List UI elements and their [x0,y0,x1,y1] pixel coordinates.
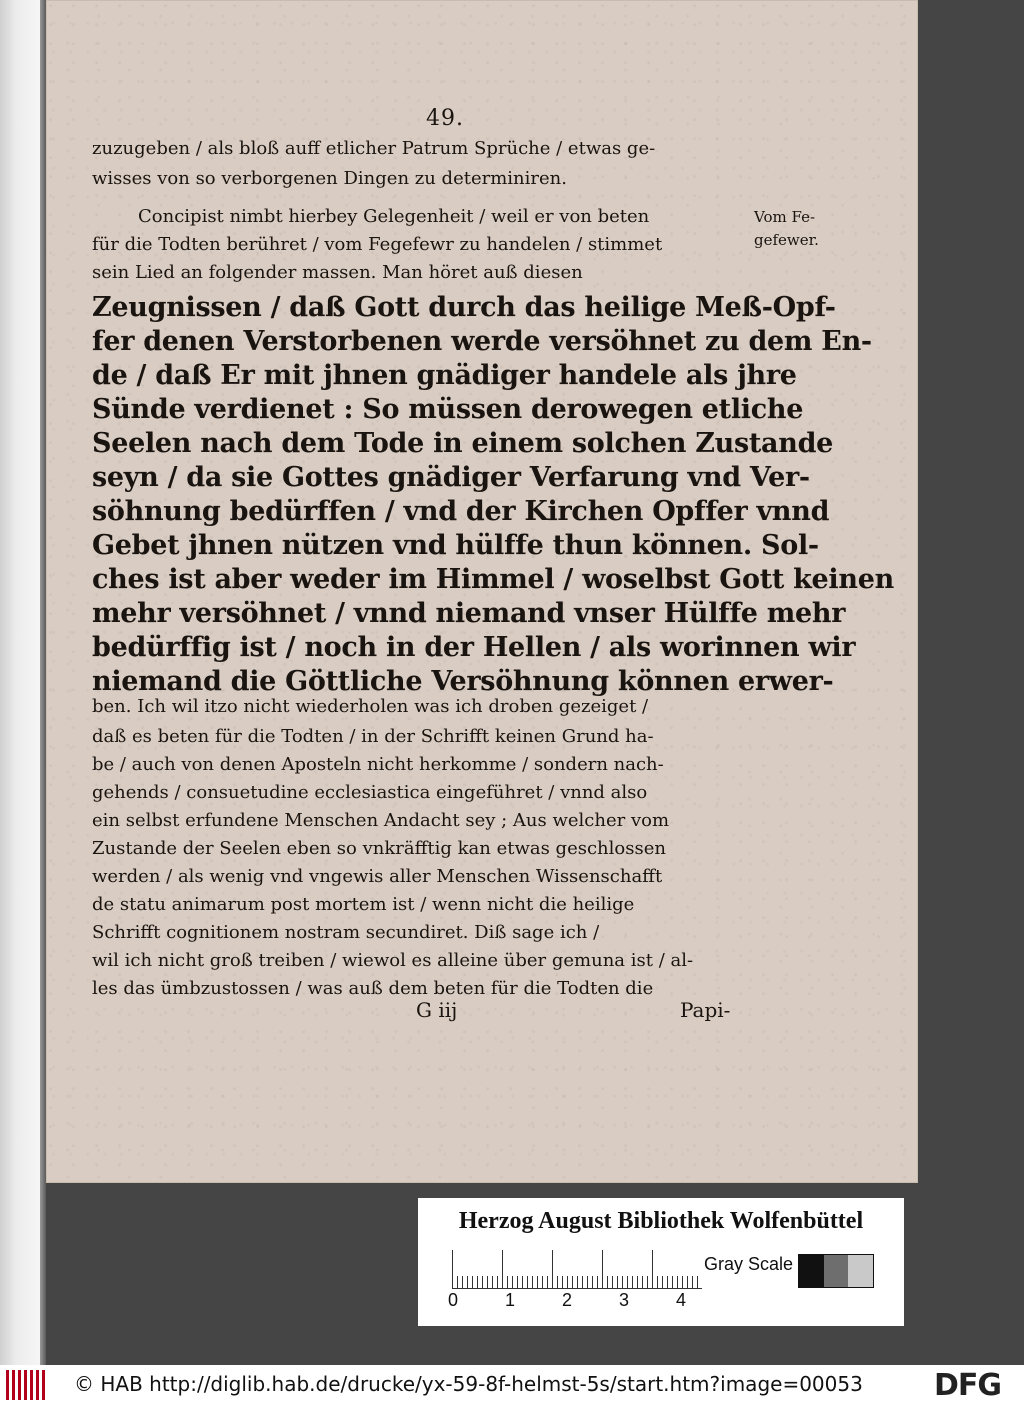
page-number: 49. [426,106,464,131]
text-line: fer denen Verstorbenen werde versöhnet zu dem En- [92,326,872,357]
text-line: bedürffig ist / noch in der Hellen / als worinnen wir [92,632,856,663]
text-line: daß es beten für die Todten / in der Schrifft keinen Grund ha- [92,726,654,747]
ruler-number: 2 [562,1290,573,1310]
marginal-note [754,206,844,252]
swatch-light [848,1255,873,1287]
text-line: für die Todten berühret / vom Fegefewr zu handelen / stimmet [92,234,663,255]
text-line: gehends / consuetudine ecclesiastica eingeführet / vnnd also [92,782,648,803]
text-line: wil ich nicht groß treiben / wiewol es alleine über gemuna ist / al- [92,950,694,971]
book-page [46,0,918,1183]
text-line: ches ist aber weder im Himmel / woselbst Gott keinen [92,564,894,595]
text-line: niemand die Göttliche Versöhnung können erwer- [92,666,834,697]
text-line: be / auch von denen Aposteln nicht herkomme / sondern nach- [92,754,664,775]
ruler-number: 3 [619,1290,630,1310]
text-line: werden / als wenig vnd vngewis aller Menschen Wissenschafft [92,866,663,887]
text-line: mehr versöhnet / vnnd niemand vnser Hülffe mehr [92,598,846,629]
footer-bar [0,1365,1024,1405]
ruler-number: 0 [448,1290,459,1310]
text-line: sein Lied an folgender massen. Man höret auß diesen [92,262,583,283]
gray-swatches [798,1254,874,1288]
swatch-black [799,1255,824,1287]
gray-scale-label: Gray Scale [704,1254,794,1274]
text-line: söhnung bedürffen / vnd der Kirchen Opffer vnnd [92,496,830,527]
text-line: Seelen nach dem Tode in einem solchen Zustande [92,428,834,459]
marginal-note-line: gefewer. [754,231,819,249]
hab-logo-icon [6,1370,48,1400]
text-line: Sünde verdienet : So müssen derowegen etliche [92,394,804,425]
text-line: ben. Ich wil itzo nicht wiederholen was ich droben gezeiget / [92,696,649,717]
ruler-scale [452,1250,702,1289]
text-line: ein selbst erfundene Menschen Andacht sey ; Aus welcher vom [92,810,670,831]
text-line: Gebet jhnen nützen vnd hülffe thun können. Sol- [92,530,819,561]
ruler-number: 4 [676,1290,687,1310]
text-line: Zeugnissen / daß Gott durch das heilige Meß-Opf- [92,292,836,323]
library-name: Herzog August Bibliothek Wolfenbüttel [458,1208,864,1234]
previous-leaf-edge [0,0,40,1365]
text-line: les das ümbzustossen / was auß dem beten für die Todten die [92,978,654,999]
text-line: seyn / da sie Gottes gnädiger Verfarung vnd Ver- [92,462,810,493]
catchword: Papi- [680,998,731,1022]
library-color-label [418,1198,904,1326]
ruler-number: 1 [505,1290,516,1310]
copyright-url[interactable]: © HAB http://diglib.hab.de/drucke/yx-59-8f-helmst-5s/start.htm?image=00053 [74,1372,863,1396]
text-line: wisses von so verborgenen Dingen zu determiniren. [92,168,567,189]
marginal-note-line: Vom Fe- [754,208,816,226]
text-line: Zustande der Seelen eben so vnkräfftig kan etwas geschlossen [92,838,666,859]
text-line: de statu animarum post mortem ist / wenn nicht die heilige [92,894,635,915]
swatch-gray [824,1255,849,1287]
signature-mark: G iij [416,998,458,1022]
text-line: de / daß Er mit jhnen gnädiger handele als jhre [92,360,797,391]
text-line: Concipist nimbt hierbey Gelegenheit / weil er von beten [138,206,650,227]
text-line: zuzugeben / als bloß auff etlicher Patrum Sprüche / etwas ge- [92,138,656,159]
text-line: Schrifft cognitionem nostram secundiret. Diß sage ich / [92,922,600,943]
dfg-logo: DFG [934,1368,1002,1403]
